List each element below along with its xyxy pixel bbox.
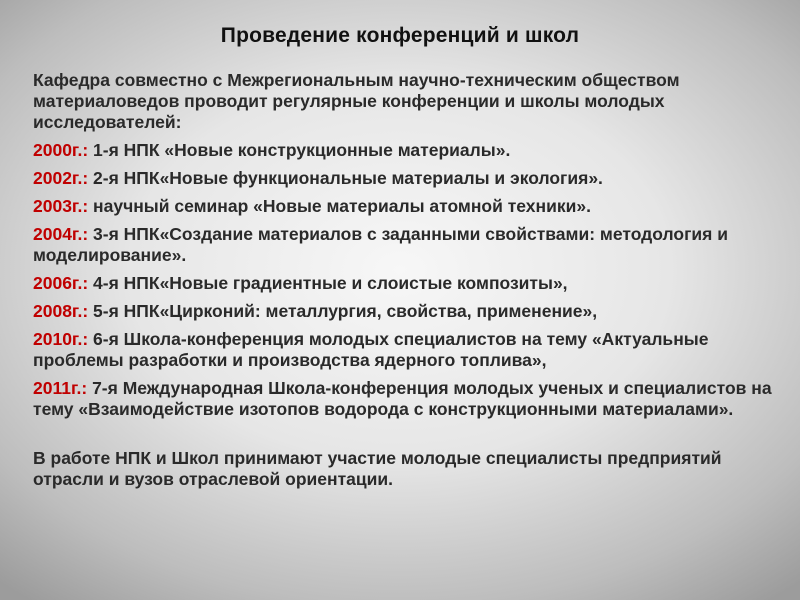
event-text: 4-я НПК«Новые градиентные и слоистые композиты», — [88, 273, 568, 293]
event-year: 2011г.: — [33, 378, 88, 398]
event-item — [33, 196, 773, 217]
event-year: 2010г.: — [33, 329, 89, 349]
event-item — [33, 168, 773, 189]
intro-paragraph: Кафедра совместно с Межрегиональным научно-техническим обществом материаловедов проводит регулярные конференции и школы молодых исследователей: — [33, 70, 680, 132]
slide-title: Проведение конференций и школ — [220, 24, 580, 47]
event-text: 5-я НПК«Цирконий: металлургия, свойства, применение», — [88, 301, 598, 321]
event-item — [33, 224, 773, 266]
event-year: 2004г.: — [33, 224, 89, 244]
event-text: научный семинар «Новые материалы атомной техники». — [88, 196, 591, 216]
event-item — [33, 301, 773, 322]
event-item — [33, 273, 773, 294]
event-text: 7-я Международная Школа-конференция молодых ученых и специалистов на тему «Взаимодействие изотопов водорода с конструкционными материалами». — [33, 378, 772, 419]
event-item — [33, 329, 773, 371]
event-text: 6-я Школа-конференция молодых специалистов на тему «Актуальные проблемы разработки и производства ядерного топлива», — [33, 329, 709, 370]
event-year: 2008г.: — [33, 301, 89, 321]
closing-paragraph: В работе НПК и Школ принимают участие молодые специалисты предприятий отрасли и вузов отраслевой ориентации. — [33, 448, 722, 489]
event-text: 2-я НПК«Новые функциональные материалы и экология». — [88, 168, 603, 188]
event-year: 2006г.: — [33, 273, 89, 293]
event-item — [33, 140, 773, 161]
event-year: 2000г.: — [33, 140, 89, 160]
event-year: 2003г.: — [33, 196, 89, 216]
event-text: 1-я НПК «Новые конструкционные материалы». — [88, 140, 511, 160]
event-text: 3-я НПК«Создание материалов с заданными свойствами: методология и моделирование». — [33, 224, 728, 265]
slide-body — [33, 70, 773, 497]
event-item — [33, 378, 773, 420]
event-year: 2002г.: — [33, 168, 89, 188]
